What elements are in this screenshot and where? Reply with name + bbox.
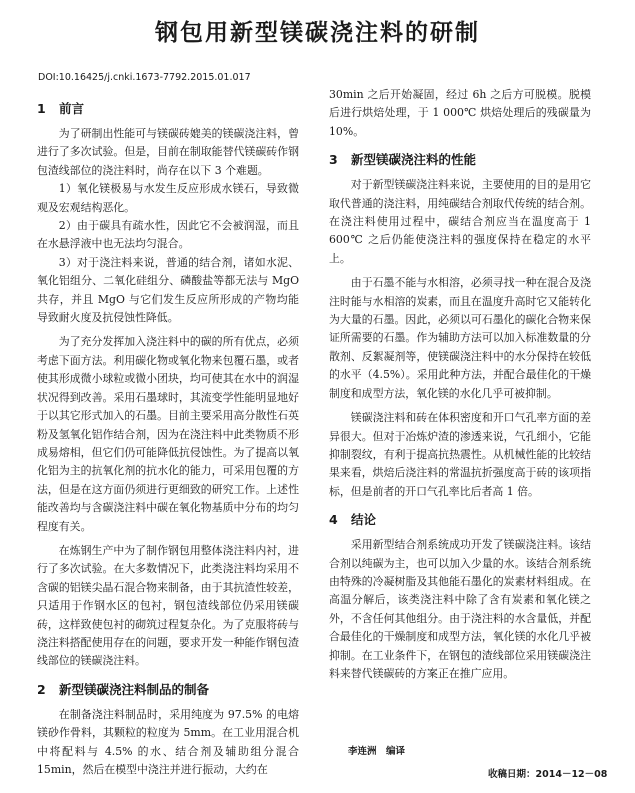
- paragraph-density-porosity: 镁碳浇注料和砖在体积密度和开口气孔率方面的差异很大。但对于冶炼炉渣的渗透来说，气孔细小，它能抑制裂纹，有利于提高抗热震性。从机械性能的比较结果来看，烘焙后浇注料的常温抗折强度高于砖的该项指标，但是前者的开口气孔率比后者高 1 倍。: [329, 411, 591, 498]
- paragraph-carbon-methods: 为了充分发挥加入浇注料中的碳的所有优点，必须考虑下面方法。利用碳化物或氧化物来包覆石墨，或者使其形成微小球粒或微小团块，均可使其在水中的润湿状况得到改善。采用石墨球时，其流变学性能明显地好于以其它形式加入的石墨。目前主要采用高分散性石英粉及氢氧化铝作结合剂，因为在浇注料中此类物质不形成易熔相，但它们仍可能降低抗侵蚀性。为了提高以氧化铝为主的抗氧化剂的抗水化的能力，可采用包覆的方法，但是在这方面仍须进行更细致的研究工作。上述性能改善均与含碳浇注料中碳在氧化物基质中分布的均匀程度有关。: [37, 335, 299, 533]
- paragraph-problem-3: 3）对于浇注料来说，普通的结合剂，诸如水泥、氧化铝组分、二氧化硅组分、磷酸盐等都无法与 MgO 共存，并且 MgO 与它们发生反应所形成的产物均能导致耐火度及抗侵蚀性降低。: [37, 255, 299, 325]
- section-2-number: 2: [37, 681, 46, 697]
- translator-credit: 李连洲 编译: [348, 746, 406, 757]
- section-1-heading: [37, 100, 299, 118]
- section-4-title: 结论: [351, 512, 377, 528]
- paper-title: 钢包用新型镁碳浇注料的研制: [155, 20, 480, 46]
- section-4-heading: [329, 511, 591, 529]
- section-4-number: 4: [329, 512, 338, 528]
- section-1-title: 前言: [59, 101, 85, 116]
- paragraph-ladle-lining: 在炼钢生产中为了制作钢包用整体浇注料内衬，进行了多次试验。在大多数情况下，此类浇注料均采用不含碳的铝镁尖晶石混合物来制备，由于其抗渣性较差，只适用于作钢水区的包衬，钢包渣线部位仍采用镁碳砖，这样致使包衬的砌筑过程复杂化。为了克服将砖与浇注料搭配使用存在的问题，要求开发一种能作钢包渣线部位的镁碳浇注料。: [37, 543, 299, 668]
- section-1-number: 1: [37, 101, 46, 116]
- section-2-title: 新型镁碳浇注料制品的制备: [59, 681, 210, 697]
- received-date: 收稿日期：2014－12－08: [488, 769, 608, 780]
- section-3-heading: [329, 151, 591, 169]
- paragraph-problem-1: 1）氧化镁极易与水发生反应形成水镁石，导致微观及宏观结构恶化。: [37, 182, 299, 214]
- paragraph-graphitizable-carbon: 由于石墨不能与水相溶，必须寻找一种在混合及浇注时能与水相溶的炭素，而且在温度升高时它又能转化为大量的石墨。因此，必须以可石墨化的碳化合物来保证所需要的石墨。作为辅助方法可以加入标准数量的分散剂、反絮凝剂等，使镁碳浇注料中的水分保持在较低的水平（4.5%）。采用此种方法，并配合最佳化的干燥制度和成型方法，氧化镁的水化几乎可被抑制。: [329, 276, 591, 400]
- doi-line: DOI:10.16425/j.cnki.1673-7792.2015.01.017: [38, 72, 251, 83]
- paragraph-preparation: 在制备浇注料制品时，采用纯度为 97.5% 的电熔镁砂作骨料，其颗粒的粒度为 5mm。在工业用混合机中将配料与 4.5% 的水、结合剂及辅助组分混合 15min，然后在模型中浇注并进行振动，大约在: [37, 707, 299, 776]
- section-2-heading: [37, 681, 299, 699]
- paragraph-intro: 为了研制出性能可与镁碳砖媲美的镁碳浇注料，曾进行了多次试验。但是，目前在制取能替代镁碳砖作钢包渣线部位的浇注料时，尚存在以下 3 个难题。: [37, 127, 299, 177]
- paragraph-conclusion: 采用新型结合剂系统成功开发了镁碳浇注料。该结合剂以纯碳为主，也可以加入少量的水。该结合剂系统由特殊的冷凝树脂及其他能石墨化的炭素材料组成。在高温分解后，该类浇注料中除了含有炭素和氧化镁之外，不含任何其他组分。由于浇注料的水含量低，并配合最佳化的干燥制度和成型方法，氧化镁的水化几乎被抑制。在工业条件下，在钢包的渣线部位采用镁碳浇注料来替代镁碳砖的方案正在推广应用。: [329, 538, 591, 680]
- section-3-title: 新型镁碳浇注料的性能: [351, 152, 477, 168]
- paragraph-preparation-continued: 30min 之后开始凝固，经过 6h 之后方可脱模。脱模后进行烘焙处理，于 1 000℃ 烘焙处理后的残碳量为 10%。: [329, 88, 591, 138]
- section-3-number: 3: [329, 152, 338, 168]
- paragraph-properties-purpose: 对于新型镁碳浇注料来说，主要使用的目的是用它取代普通的浇注料，用纯碳结合剂取代传统的结合剂。在浇注料使用过程中，碳结合剂应当在温度高于 1 600℃ 之后仍能使浇注料的强度保持在稳定的水平上。: [329, 178, 591, 265]
- paragraph-problem-2: 2）由于碳具有疏水性，因此它不会被润湿，而且在水悬浮液中也无法均匀混合。: [37, 219, 299, 251]
- right-column: [329, 86, 591, 683]
- left-column: [37, 90, 299, 779]
